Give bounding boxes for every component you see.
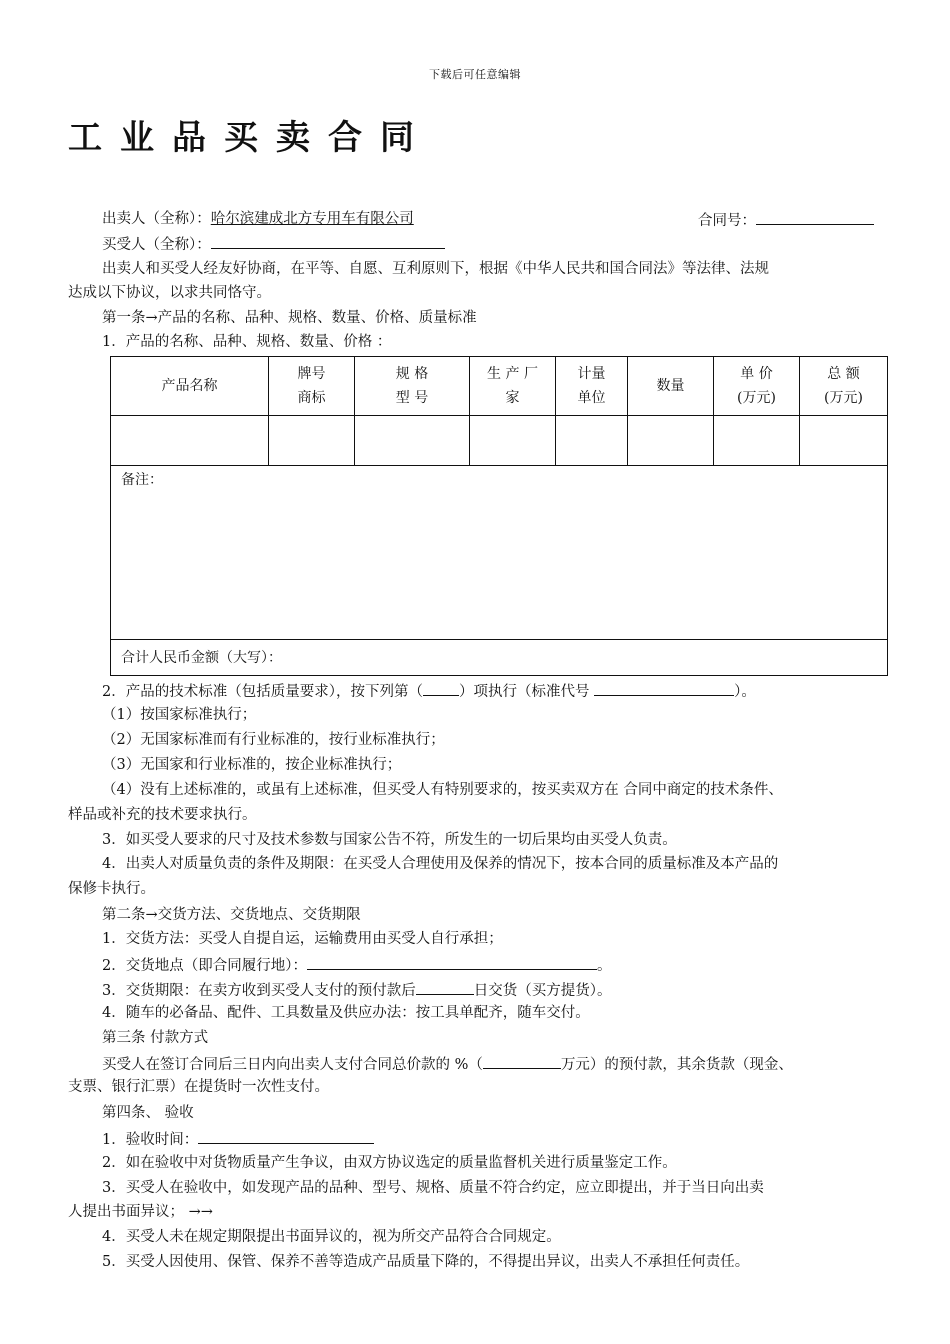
header-manufacturer: 生 产 厂 家 xyxy=(470,357,556,416)
table-cell xyxy=(628,416,714,466)
article-4-item-1: 1．验收时间： xyxy=(68,1126,922,1150)
table-cell xyxy=(111,416,269,466)
inspection-time-blank xyxy=(198,1126,374,1144)
header-total: 总 额 (万元) xyxy=(800,357,888,416)
article-3-heading: 第三条 付款方式 xyxy=(102,1030,209,1046)
header-note: 下载后可任意编辑 xyxy=(429,68,521,81)
seller-name: 哈尔滨建成北方专用车有限公司 xyxy=(210,211,414,227)
total-cell xyxy=(111,640,888,676)
buyer-label: 买受人（全称）： xyxy=(102,237,211,253)
table-header-row xyxy=(111,357,888,416)
article-1-item-2: 2．产品的技术标准（包括质量要求），按下列第（ ）项执行（标准代号 ）。 xyxy=(68,678,922,702)
header-spec: 规 格 型 号 xyxy=(355,357,470,416)
standard-option-1: （1）按国家标准执行； xyxy=(102,707,257,723)
contract-no-blank xyxy=(756,207,874,225)
header-quantity: 数量 xyxy=(628,357,714,416)
standard-option-blank xyxy=(423,678,459,696)
total-label: 合计人民币金额（大写）： xyxy=(121,649,282,666)
article-2-heading: 第二条→交货方法、交货地点、交货期限 xyxy=(102,907,361,923)
remark-row xyxy=(111,466,888,640)
table-cell xyxy=(800,416,888,466)
header-product-name: 产品名称 xyxy=(111,357,269,416)
table-cell xyxy=(470,416,556,466)
prepayment-amount-blank xyxy=(483,1051,561,1069)
table-cell xyxy=(269,416,355,466)
table-cell xyxy=(714,416,800,466)
article-4-item-4: 4．买受人未在规定期限提出书面异议的，视为所交产品符合合同规定。 xyxy=(102,1229,561,1245)
article-1-item-1: 1．产品的名称、品种、规格、数量、价格 ： xyxy=(102,334,392,350)
header-brand: 牌号 商标 xyxy=(269,357,355,416)
article-4-item-5: 5．买受人因使用、保管、保养不善等造成产品质量下降的，不得提出异议，出卖人不承担任何责任。 xyxy=(102,1254,750,1270)
article-4-heading: 第四条、 验收 xyxy=(102,1105,194,1121)
article-3-line-1: 买受人在签订合同后三日内向出卖人支付合同总价款的 %（ 万元）的预付款，其余货款（现金、 xyxy=(68,1051,922,1075)
article-1-item-3: 3．如买受人要求的尺寸及技术参数与国家公告不符，所发生的一切后果均由买受人负责。 xyxy=(102,832,677,848)
product-table xyxy=(110,356,888,676)
contract-no-line xyxy=(698,207,874,233)
article-4-item-3-line-1: 3．买受人在验收中，如发现产品的品种、型号、规格、质量不符合约定，应立即提出，并于当日向出卖 xyxy=(102,1180,764,1196)
article-1-item-4-line-2: 保修卡执行。 xyxy=(68,881,155,897)
standard-option-3: （3）无国家和行业标准的，按企业标准执行； xyxy=(102,757,402,773)
table-cell xyxy=(556,416,628,466)
table-row xyxy=(111,416,888,466)
buyer-line xyxy=(68,231,922,255)
article-1-item-4-line-1: 4．出卖人对质量负责的条件及期限：在买受人合理使用及保养的情况下，按本合同的质量标准及本产品的 xyxy=(102,856,779,872)
header-unit: 计量 单位 xyxy=(556,357,628,416)
remark-cell xyxy=(111,466,888,640)
delivery-days-blank xyxy=(416,977,474,995)
standard-option-2: （2）无国家标准而有行业标准的，按行业标准执行； xyxy=(102,732,445,748)
intro-line-1: 出卖人和买受人经友好协商，在平等、自愿、互利原则下，根据《中华人民共和国合同法》等法律、法规 xyxy=(102,261,769,277)
delivery-place-blank xyxy=(307,952,597,970)
header-unit-price: 单 价 (万元) xyxy=(714,357,800,416)
article-1-heading: 第一条→产品的名称、品种、规格、数量、价格、质量标准 xyxy=(102,310,477,326)
article-2-item-4: 4．随车的必备品、配件、工具数量及供应办法：按工具单配齐，随车交付。 xyxy=(102,1005,590,1021)
remark-label: 备注： xyxy=(121,472,163,488)
intro-line-2: 达成以下协议，以求共同恪守。 xyxy=(68,285,271,301)
table-cell xyxy=(355,416,470,466)
page-title: 工业品买卖合同 xyxy=(68,118,432,158)
article-2-item-2: 2．交货地点（即合同履行地）： 。 xyxy=(68,952,922,976)
total-row xyxy=(111,640,888,676)
article-2-item-1: 1．交货方法：买受人自提自运，运输费用由买受人自行承担； xyxy=(102,931,503,947)
article-2-item-3: 3．交货期限：在卖方收到买受人支付的预付款后 日交货（买方提货）。 xyxy=(68,977,922,1001)
buyer-blank xyxy=(211,231,445,249)
standard-option-4-line-2: 样品或补充的技术要求执行。 xyxy=(68,807,257,823)
seller-label: 出卖人（全称）： xyxy=(102,211,211,227)
article-3-line-2: 支票、银行汇票）在提货时一次性支付。 xyxy=(68,1079,329,1095)
contract-no-label: 合同号： xyxy=(698,213,756,229)
standard-option-4-line-1: （4）没有上述标准的，或虽有上述标准，但买受人有特别要求的，按买卖双方在 合同中商定的技术条件、 xyxy=(102,782,783,798)
article-4-item-3-line-2: 人提出书面异议； →→ xyxy=(68,1204,213,1220)
standard-code-blank xyxy=(594,678,734,696)
article-4-item-2: 2．如在验收中对货物质量产生争议，由双方协议选定的质量监督机关进行质量鉴定工作。 xyxy=(102,1155,677,1171)
